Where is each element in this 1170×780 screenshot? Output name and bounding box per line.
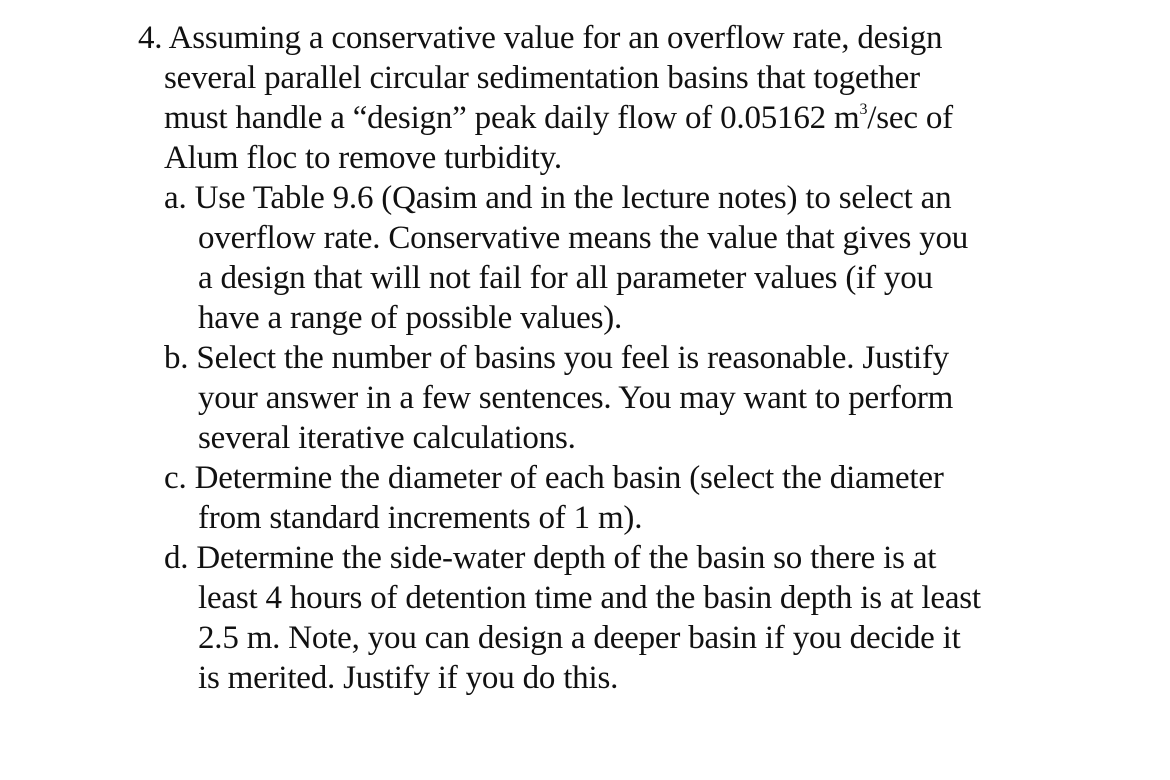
part-c-line-1: c. Determine the diameter of each basin (select the diameter bbox=[164, 460, 944, 496]
clipped-previous-text bbox=[330, 0, 850, 2]
part-b-label: b. bbox=[164, 340, 189, 376]
problem-intro-line-3: must handle a “design” peak daily flow of 0.05162 $m^3/\sec$ of bbox=[164, 100, 953, 136]
unit-exponent: 3 bbox=[859, 101, 868, 118]
part-c-label: c. bbox=[164, 460, 187, 496]
part-a-line-4: have a range of possible values). bbox=[198, 300, 623, 336]
part-b-line-3: several iterative calculations. bbox=[198, 420, 576, 456]
problem-intro-line-2: several parallel circular sedimentation basins that together bbox=[164, 60, 920, 96]
problem-intro-line-4: Alum floc to remove turbidity. bbox=[164, 140, 562, 176]
problem-number: 4. bbox=[138, 20, 163, 56]
part-a-line-3: a design that will not fail for all parameter values (if you bbox=[198, 260, 933, 296]
problem-intro-line-1: 4. Assuming a conservative value for an overflow rate, design bbox=[138, 20, 943, 56]
part-a-line-2: overflow rate. Conservative means the value that gives you bbox=[198, 220, 969, 256]
part-d-line-2: least 4 hours of detention time and the basin depth is at least bbox=[198, 580, 981, 616]
problem-4 bbox=[138, 18, 1038, 698]
part-b-line-1: b. Select the number of basins you feel is reasonable. Justify bbox=[164, 340, 949, 376]
part-b-line-2: your answer in a few sentences. You may want to perform bbox=[198, 380, 954, 416]
part-d-line-3: 2.5 m. Note, you can design a deeper basin if you decide it bbox=[198, 620, 961, 656]
part-d-line-1: d. Determine the side-water depth of the basin so there is at bbox=[164, 540, 937, 576]
part-d-line-4: is merited. Justify if you do this. bbox=[198, 660, 619, 696]
part-d-label: d. bbox=[164, 540, 189, 576]
part-c-line-2: from standard increments of 1 m). bbox=[198, 500, 643, 536]
part-a-line-1: a. Use Table 9.6 (Qasim and in the lecture notes) to select an bbox=[164, 180, 952, 216]
part-a-label: a. bbox=[164, 180, 187, 216]
